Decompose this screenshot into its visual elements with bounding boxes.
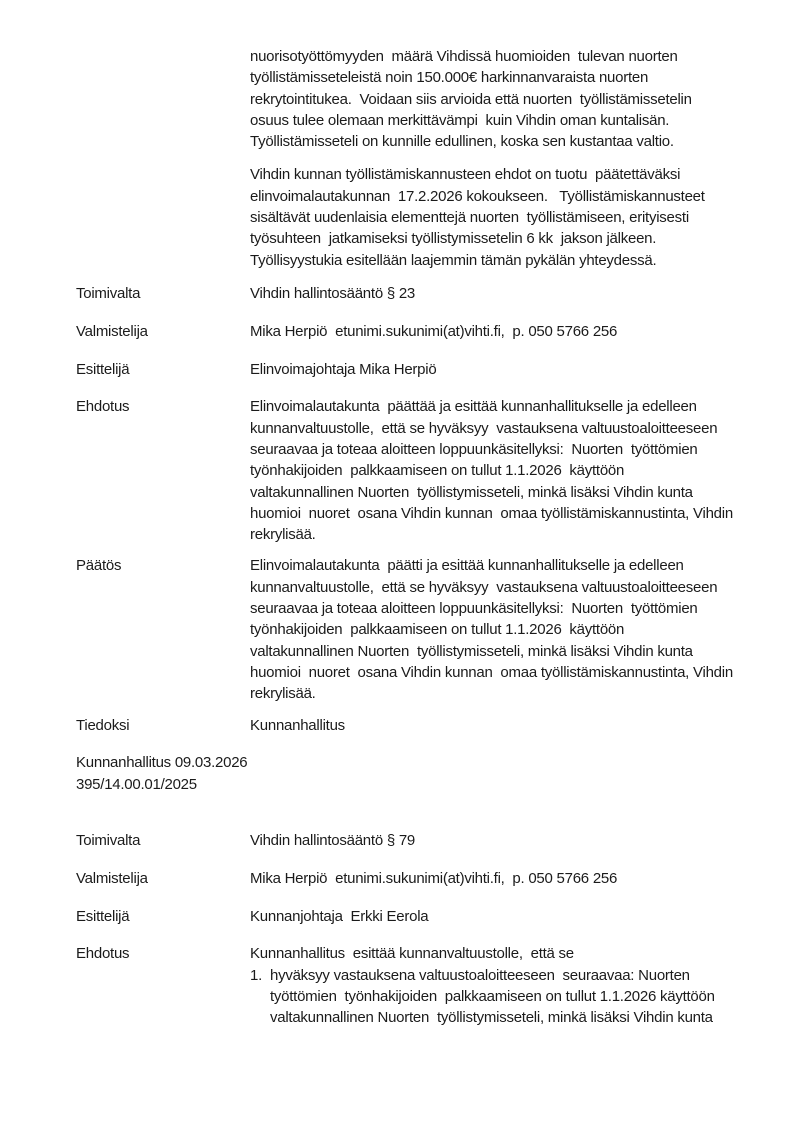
section-label: Ehdotus bbox=[76, 945, 130, 963]
section-text bbox=[250, 830, 415, 851]
text-line: sisältävät uudenlaisia elementtejä nuorten työllistämiseen, erityisesti bbox=[250, 209, 689, 227]
text-line: rekrytointitukea. Voidaan siis arvioida että nuorten työllistämissetelin bbox=[250, 90, 692, 108]
text-line: elinvoimalautakunnan 17.2.2026 kokoukseen. Työllistämiskannusteet bbox=[250, 187, 705, 205]
text-line: Mika Herpiö etunimi.sukunimi(at)vihti.fi, p. 050 5766 256 bbox=[250, 869, 618, 887]
text-line: huomioi nuoret osana Vihdin kunnan omaa työllistämiskannustinta, Vihdin bbox=[250, 663, 733, 681]
text-line: valtakunnallinen Nuorten työllistymisseteli, minkä lisäksi Vihdin kunta bbox=[250, 642, 693, 660]
text-line: Mika Herpiö etunimi.sukunimi(at)vihti.fi, p. 050 5766 256 bbox=[250, 322, 618, 340]
text-line: työsuhteen jatkamiseksi työllistymissetelin 6 kk jakson jälkeen. bbox=[250, 230, 657, 248]
text-line: hyväksyy vastauksena valtuustoaloitteeseen seuraavaa: Nuorten bbox=[270, 966, 690, 984]
text-line: 395/14.00.01/2025 bbox=[76, 775, 197, 793]
text-line: Vihdin kunnan työllistämiskannusteen ehdot on tuotu päätettäväksi bbox=[250, 166, 681, 184]
text-line: työnhakijoiden palkkaamiseen on tullut 1.1.2026 käyttöön bbox=[250, 462, 625, 480]
body-paragraph bbox=[76, 164, 754, 270]
text-line: nuorisotyöttömyyden määrä Vihdissä huomioiden tulevan nuorten bbox=[250, 48, 678, 65]
text-line: Elinvoimalautakunta päättää ja esittää kunnanhallitukselle ja edelleen bbox=[250, 398, 697, 416]
section-text bbox=[250, 164, 705, 270]
section-label: Ehdotus bbox=[76, 398, 130, 416]
section-label: Tiedoksi bbox=[76, 716, 130, 734]
text-line: kunnanvaltuustolle, että se hyväksyy vastauksena valtuustoaloitteeseen bbox=[250, 419, 718, 437]
section-text bbox=[250, 906, 428, 927]
text-line: Vihdin hallintosääntö § 79 bbox=[250, 831, 416, 849]
text-line: kunnanvaltuustolle, että se hyväksyy vastauksena valtuustoaloitteeseen bbox=[250, 578, 718, 596]
section-text bbox=[250, 396, 733, 545]
section-esittelij- bbox=[76, 359, 754, 380]
section-label: Toimivalta bbox=[76, 831, 141, 849]
section-valmistelija bbox=[76, 321, 754, 342]
section-text bbox=[76, 752, 247, 795]
text-line: huomioi nuoret osana Vihdin kunnan omaa työllistämiskannustinta, Vihdin bbox=[250, 504, 733, 522]
body-paragraph bbox=[76, 46, 754, 152]
section-ehdotus bbox=[76, 943, 754, 1028]
section-label: Valmistelija bbox=[76, 869, 148, 887]
text-line: työllistämisseteleistä noin 150.000€ harkinnanvaraista nuorten bbox=[250, 69, 649, 87]
text-line: Vihdin hallintosääntö § 23 bbox=[250, 284, 416, 302]
section-valmistelija bbox=[76, 868, 754, 889]
text-line: rekrylisää. bbox=[250, 526, 316, 544]
section-toimivalta bbox=[76, 830, 754, 851]
section-tiedoksi bbox=[76, 715, 754, 736]
section-p-t-s bbox=[76, 555, 754, 704]
text-line: seuraavaa ja toteaa aloitteen loppuunkäsitellyksi: Nuorten työttömien bbox=[250, 440, 698, 458]
text-line: työttömien työnhakijoiden palkkaamiseen on tullut 1.1.2026 käyttöön bbox=[270, 987, 715, 1005]
text-line: Kunnanhallitus bbox=[250, 716, 345, 734]
section-text bbox=[250, 359, 436, 380]
text-line: rekrylisää. bbox=[250, 685, 316, 703]
list-item-text bbox=[270, 965, 715, 1029]
meeting-reference bbox=[76, 752, 754, 795]
numbered-list-item bbox=[250, 965, 715, 1029]
text-line: Kunnanhallitus 09.03.2026 bbox=[76, 754, 248, 772]
section-esittelij- bbox=[76, 906, 754, 927]
section-text bbox=[250, 555, 733, 704]
section-label: Toimivalta bbox=[76, 284, 141, 302]
text-line: työnhakijoiden palkkaamiseen on tullut 1.1.2026 käyttöön bbox=[250, 621, 625, 639]
list-marker: 1. bbox=[250, 966, 263, 984]
text-line: Työllistämisseteli on kunnille edullinen, koska sen kustantaa valtio. bbox=[250, 133, 674, 151]
text-line: Kunnanjohtaja Erkki Eerola bbox=[250, 907, 429, 925]
section-label: Päätös bbox=[76, 557, 122, 575]
section-text bbox=[250, 715, 345, 736]
section-toimivalta bbox=[76, 283, 754, 304]
section-text bbox=[250, 321, 617, 342]
text-line: Elinvoimalautakunta päätti ja esittää kunnanhallitukselle ja edelleen bbox=[250, 557, 684, 575]
section-text bbox=[250, 868, 617, 889]
text-line: Työllisyystukia esitellään laajemmin tämän pykälän yhteydessä. bbox=[250, 251, 657, 269]
section-text bbox=[250, 943, 715, 1028]
section-ehdotus bbox=[76, 396, 754, 545]
text-line: valtakunnallinen Nuorten työllistymisseteli, minkä lisäksi Vihdin kunta bbox=[270, 1009, 713, 1027]
text-line: Elinvoimajohtaja Mika Herpiö bbox=[250, 360, 437, 378]
section-label: Esittelijä bbox=[76, 360, 130, 378]
text-line: osuus tulee olemaan merkittävämpi kuin Vihdin oman kuntalisän. bbox=[250, 111, 670, 129]
text-line: Kunnanhallitus esittää kunnanvaltuustolle, että se bbox=[250, 945, 574, 963]
section-label: Valmistelija bbox=[76, 322, 148, 340]
section-label: Esittelijä bbox=[76, 907, 130, 925]
section-text bbox=[250, 46, 692, 152]
text-line: valtakunnallinen Nuorten työllistymisseteli, minkä lisäksi Vihdin kunta bbox=[250, 483, 693, 501]
text-line: seuraavaa ja toteaa aloitteen loppuunkäsitellyksi: Nuorten työttömien bbox=[250, 600, 698, 618]
section-text bbox=[250, 283, 415, 304]
